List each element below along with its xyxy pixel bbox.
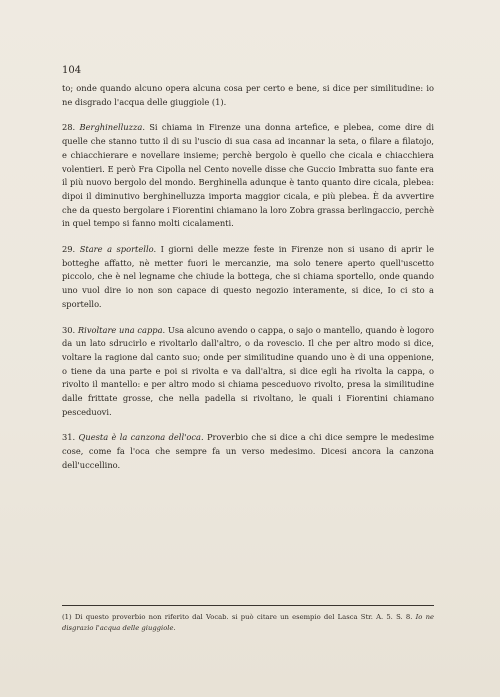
entry-29-number: 29. [62, 244, 76, 255]
entry-31-number: 31. [62, 432, 76, 443]
entry-28-text: Si chiama in Firenze una donna artefice, e plebea, come dire di quelle che stanno tutto il di su l'uscio di sua casa ad incannar la seta, o filare a filatojo, e chiacchierare e novellare insieme; perchè bergolo è quello che cicala e chiacchiera volentieri. E però Fra Cipolla nel Cento novelle disse che Guccio Imbratta suo fante era il più nuovo bergolo del mondo. Berghinella adunque è tanto quanto dire cicala, plebea: dipoi il diminutivo berghinelluzza importa maggior cicala, e più plebea. È da avvertire che da questo bergolare i Fiorentini chiamano la loro Zobra grassa berlingaccio, perchè in quel tempo si fanno molti cicalamenti. [62, 122, 435, 229]
footnote-rule [62, 605, 434, 606]
entry-30-number: 30. [62, 324, 76, 335]
entry-28-number: 28. [62, 122, 76, 133]
page-body [62, 82, 434, 485]
entry-28 [62, 121, 434, 231]
entry-31-text: Proverbio che si dice a chi dice sempre le medesime cose, come fa l'oca che sempre fa un verso medesimo. Dicesi ancora la canzona dell'uccellino. [62, 432, 434, 470]
footnote-text: Di questo proverbio non riferito dal Vocab. si può citare un esempio del Lasca Str. A. 5. S. 8. [74, 613, 413, 621]
entry-31 [62, 431, 434, 472]
page-number: 104 [62, 65, 82, 76]
entry-28-title: Berghinelluzza. [79, 122, 145, 133]
entry-30 [62, 324, 434, 420]
footnote-area [62, 605, 434, 633]
entry-30-title: Rivoltare una cappa. [77, 324, 166, 335]
footnote [62, 612, 434, 633]
entry-31-title: Questa è la canzona dell'oca. [78, 432, 204, 443]
entry-30-text: Usa alcuno avendo o cappa, o sajo o mantello, quando è logoro da un lato sdrucirlo e rivoltarlo dall'altro, o da rovescio. Il che per altro modo si dice, voltare la ragione dal canto suo; onde per similitudine quando uno è di una oppenione, o tiene da una parte e poi si rivolta e va dall'altra, si dice egli ha rivolta la cappa, o rivolto il mantello: e per altro modo si chiama pesceduovo rivolto, presa la similitudine dalle frittate grosse, che nella padella si rivoltano, le quali i Fiorentini chiamano pesceduovi. [62, 324, 434, 417]
entry-29-title: Stare a sportello. [79, 244, 157, 255]
footnote-quote: Io ne disgrazio l'acqua delle giuggiole. [62, 613, 434, 632]
footnote-marker: (1) [62, 613, 72, 621]
entry-29-text: I giorni delle mezze feste in Firenze non si usano di aprir le botteghe affatto, nè metter fuori le mercanzie, ma solo tenere aperto quell'uscetto piccolo, che è nel legname che chiude la bottega, che si chiama sportello, onde quando uno vuol dire io non son capace di questo negozio interamente, si dice, Io ci sto a sportello. [62, 244, 434, 309]
lead-paragraph: to; onde quando alcuno opera alcuna cosa per certo e bene, si dice per similitudine: io ne disgrado l'acqua delle giuggiole (1). [62, 83, 434, 107]
entry-29 [62, 243, 434, 312]
